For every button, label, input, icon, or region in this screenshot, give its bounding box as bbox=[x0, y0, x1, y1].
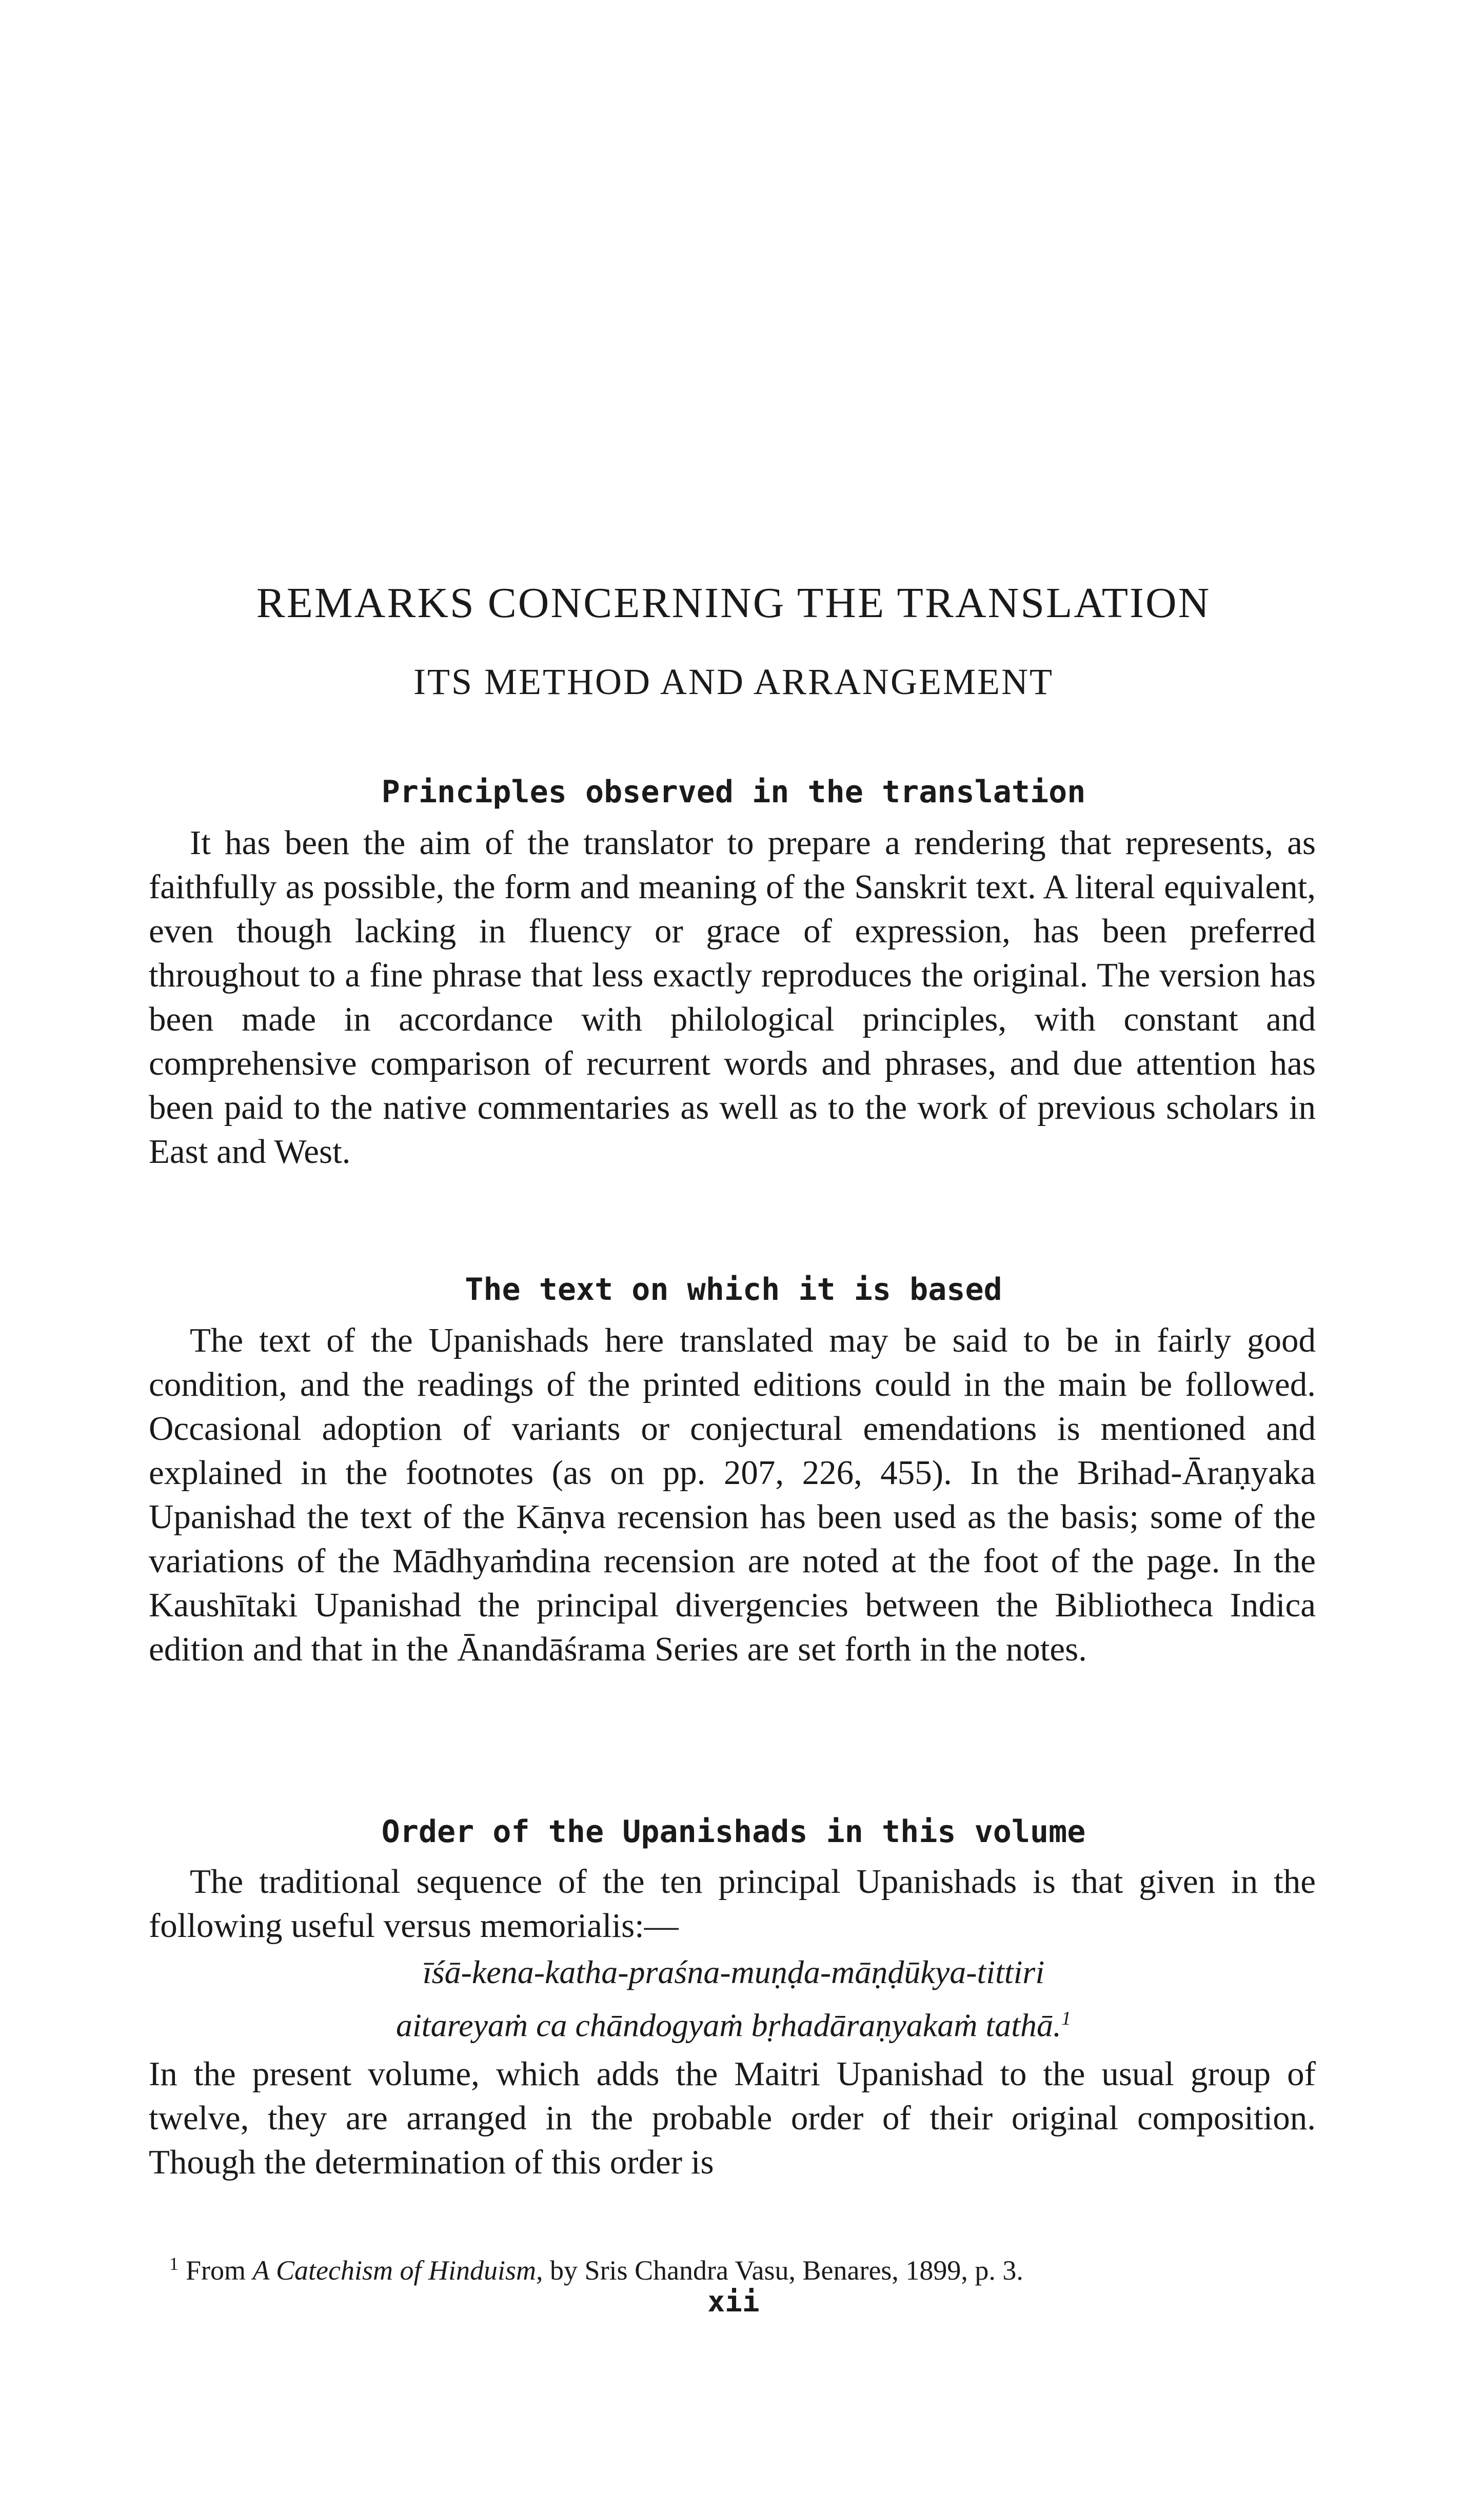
verse-line-2: aitareyaṁ ca chāndogyaṁ bṛhadāraṇyakaṁ tathā.$^1$ bbox=[396, 2007, 1071, 2044]
footnote-mark: 1 bbox=[169, 2253, 179, 2274]
section-heading-text-basis: The text on which it is based bbox=[465, 1272, 1002, 1308]
section-heading-order: Order of the Upanishads in this volume bbox=[381, 1814, 1086, 1850]
page-title: REMARKS CONCERNING THE TRANSLATION bbox=[256, 579, 1211, 627]
verse-memorialis bbox=[149, 1949, 1318, 2048]
footnote-book-title: A Catechism of Hinduism, bbox=[252, 2255, 543, 2286]
section-heading-principles: Principles observed in the translation bbox=[381, 774, 1086, 810]
paragraph-order-intro: The traditional sequence of the ten principal Upanishads is that given in the following useful versus memorialis:— bbox=[149, 1863, 1316, 1945]
page-subtitle: ITS METHOD AND ARRANGEMENT bbox=[413, 661, 1054, 702]
footnote-reference: 1 bbox=[1061, 2008, 1071, 2029]
footnote-rest: by Sris Chandra Vasu, Benares, 1899, p. 3. bbox=[550, 2255, 1023, 2286]
footnote-prefix: From bbox=[186, 2255, 246, 2286]
paragraph-principles: It has been the aim of the translator to prepare a rendering that represents, as faithfully as possible, the form and meaning of the Sanskrit text. A literal equivalent, even though lacking in fluency or grace of expression, has been preferred throughout to a fine phrase that less exactly reproduces the original. The version has been made in accordance with philological principles, with constant and comprehensive comparison of recurrent words and phrases, and due attention has been paid to the native commentaries as well as to the work of previous scholars in East and West. bbox=[149, 824, 1316, 1171]
paragraph-text-basis: The text of the Upanishads here translated may be said to be in fairly good condition, and the readings of the printed editions could in the main be followed. Occasional adoption of variants or conjectural emendations is mentioned and explained in the footnotes (as on pp. 207, 226, 455). In the Brihad-Āraṇyaka Upanishad the text of the Kāṇva recension has been used as the basis; some of the variations of the Mādhyaṁdina recension are noted at the foot of the page. In the Kaushītaki Upanishad the principal divergencies between the Bibliotheca Indica edition and that in the Ānandāśrama Series are set forth in the notes. bbox=[149, 1321, 1316, 1668]
verse-line-1: īśā-kena-katha-praśna-muṇḍa-māṇḍūkya-tittiri bbox=[422, 1954, 1045, 1990]
footnote bbox=[169, 2246, 1318, 2288]
paragraph-order-present: In the present volume, which adds the Maitri Upanishad to the usual group of twelve, they are arranged in the probable order of their original composition. Though the determination of this order is bbox=[149, 2055, 1316, 2181]
page-number: xii bbox=[707, 2285, 760, 2319]
